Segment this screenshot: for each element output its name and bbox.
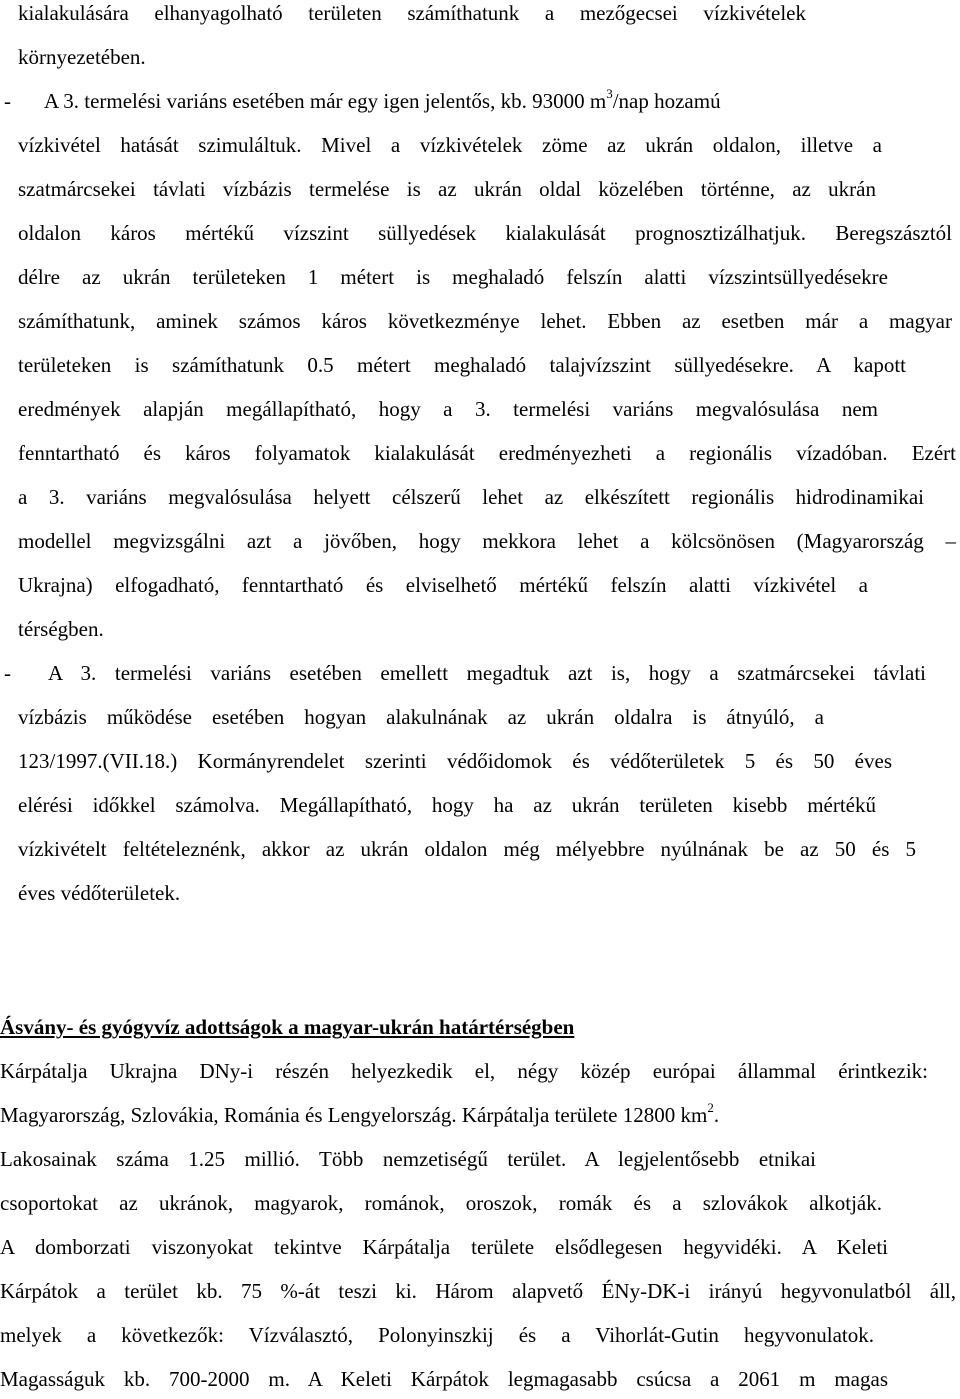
paragraph-line: térségben. (18, 617, 104, 641)
superscript: 2 (707, 1100, 714, 1115)
text-segment: . (713, 1103, 720, 1127)
text-segment: /nap hozamú (612, 89, 721, 113)
paragraph-line: 123/1997.(VII.18.) Kormányrendelet szerinti védőidomok és védőterületek 5 és 50 éves (18, 749, 892, 773)
paragraph-line: Kárpátok a terület kb. 75 %-át teszi ki. Három alapvető ÉNy-DK-i irányú hegyvonulatból áll, (0, 1279, 956, 1303)
paragraph-line: vízkivételt feltételeznénk, akkor az ukrán oldalon még mélyebbre nyúlnának be az 50 és 5 (18, 837, 916, 861)
paragraph-line: fenntartható és káros folyamatok kialakulását eredményezheti a regionális vízadóban. Ezért (18, 441, 956, 465)
paragraph-line: Ukrajna) elfogadható, fenntartható és elviselhető mértékű felszín alatti vízkivétel a (18, 573, 868, 597)
paragraph-line: területeken is számíthatunk 0.5 métert meghaladó talajvízszint süllyedésekre. A kapott (18, 353, 906, 377)
paragraph-line (0, 1100, 720, 1127)
paragraph-line: modellel megvizsgálni azt a jövőben, hogy mekkora lehet a kölcsönösen (Magyarország – (18, 529, 956, 553)
paragraph-line: kialakulására elhanyagolható területen számíthatunk a mezőgecsei vízkivételek (18, 1, 806, 25)
paragraph-line: vízbázis működése esetében hogyan alakulnának az ukrán oldalra is átnyúló, a (18, 705, 824, 729)
paragraph-line: éves védőterületek. (18, 881, 181, 905)
paragraph-line: A domborzati viszonyokat tekintve Kárpátalja területe elsődlegesen hegyvidéki. A Keleti (0, 1235, 888, 1259)
paragraph-line: csoportokat az ukránok, magyarok, románok, oroszok, romák és a szlovákok alkotják. (0, 1191, 882, 1215)
paragraph-line: Kárpátalja Ukrajna DNy-i részén helyezkedik el, négy közép európai állammal érintkezik: (0, 1059, 928, 1083)
paragraph-line: elérési időkkel számolva. Megállapítható, hogy ha az ukrán területen kisebb mértékű (18, 793, 876, 817)
section-heading: Ásvány- és gyógyvíz adottságok a magyar-ukrán határtérségben (0, 1015, 575, 1039)
bullet-marker: - (4, 89, 11, 113)
paragraph-line (44, 86, 721, 113)
paragraph-line: szatmárcsekei távlati vízbázis termelése is az ukrán oldal közelében történne, az ukrán (18, 177, 876, 201)
paragraph-line: oldalon káros mértékű vízszint süllyedések kialakulását prognosztizálhatjuk. Beregszásztól (18, 221, 952, 245)
paragraph-line: Lakosainak száma 1.25 millió. Több nemzetiségű terület. A legjelentősebb etnikai (0, 1147, 816, 1171)
paragraph-line: melyek a következők: Vízválasztó, Polonyinszkij és a Vihorlát-Gutin hegyvonulatok. (0, 1323, 874, 1347)
paragraph-line: A 3. termelési variáns esetében emellett megadtuk azt is, hogy a szatmárcsekei távlati (48, 661, 926, 685)
bullet-marker: - (4, 661, 11, 685)
paragraph-line: vízkivétel hatását szimuláltuk. Mivel a vízkivételek zöme az ukrán oldalon, illetve a (18, 133, 882, 157)
text-segment: A 3. termelési variáns esetében már egy igen jelentős, kb. 93000 m (44, 89, 607, 113)
paragraph-line: környezetében. (18, 45, 146, 69)
paragraph-line: számíthatunk, aminek számos káros következménye lehet. Ebben az esetben már a magyar (18, 309, 952, 333)
paragraph-line: délre az ukrán területeken 1 métert is meghaladó felszín alatti vízszintsüllyedésekre (18, 265, 888, 289)
superscript: 3 (606, 86, 613, 101)
paragraph-line: a 3. variáns megvalósulása helyett célszerű lehet az elkészített regionális hidrodinamikai (18, 485, 924, 509)
paragraph-line: Magasságuk kb. 700-2000 m. A Keleti Kárpátok legmagasabb csúcsa a 2061 m magas (0, 1367, 888, 1391)
paragraph-line: eredmények alapján megállapítható, hogy a 3. termelési variáns megvalósulása nem (18, 397, 878, 421)
text-segment: Magyarország, Szlovákia, Románia és Lengyelország. Kárpátalja területe 12800 km (0, 1103, 708, 1127)
